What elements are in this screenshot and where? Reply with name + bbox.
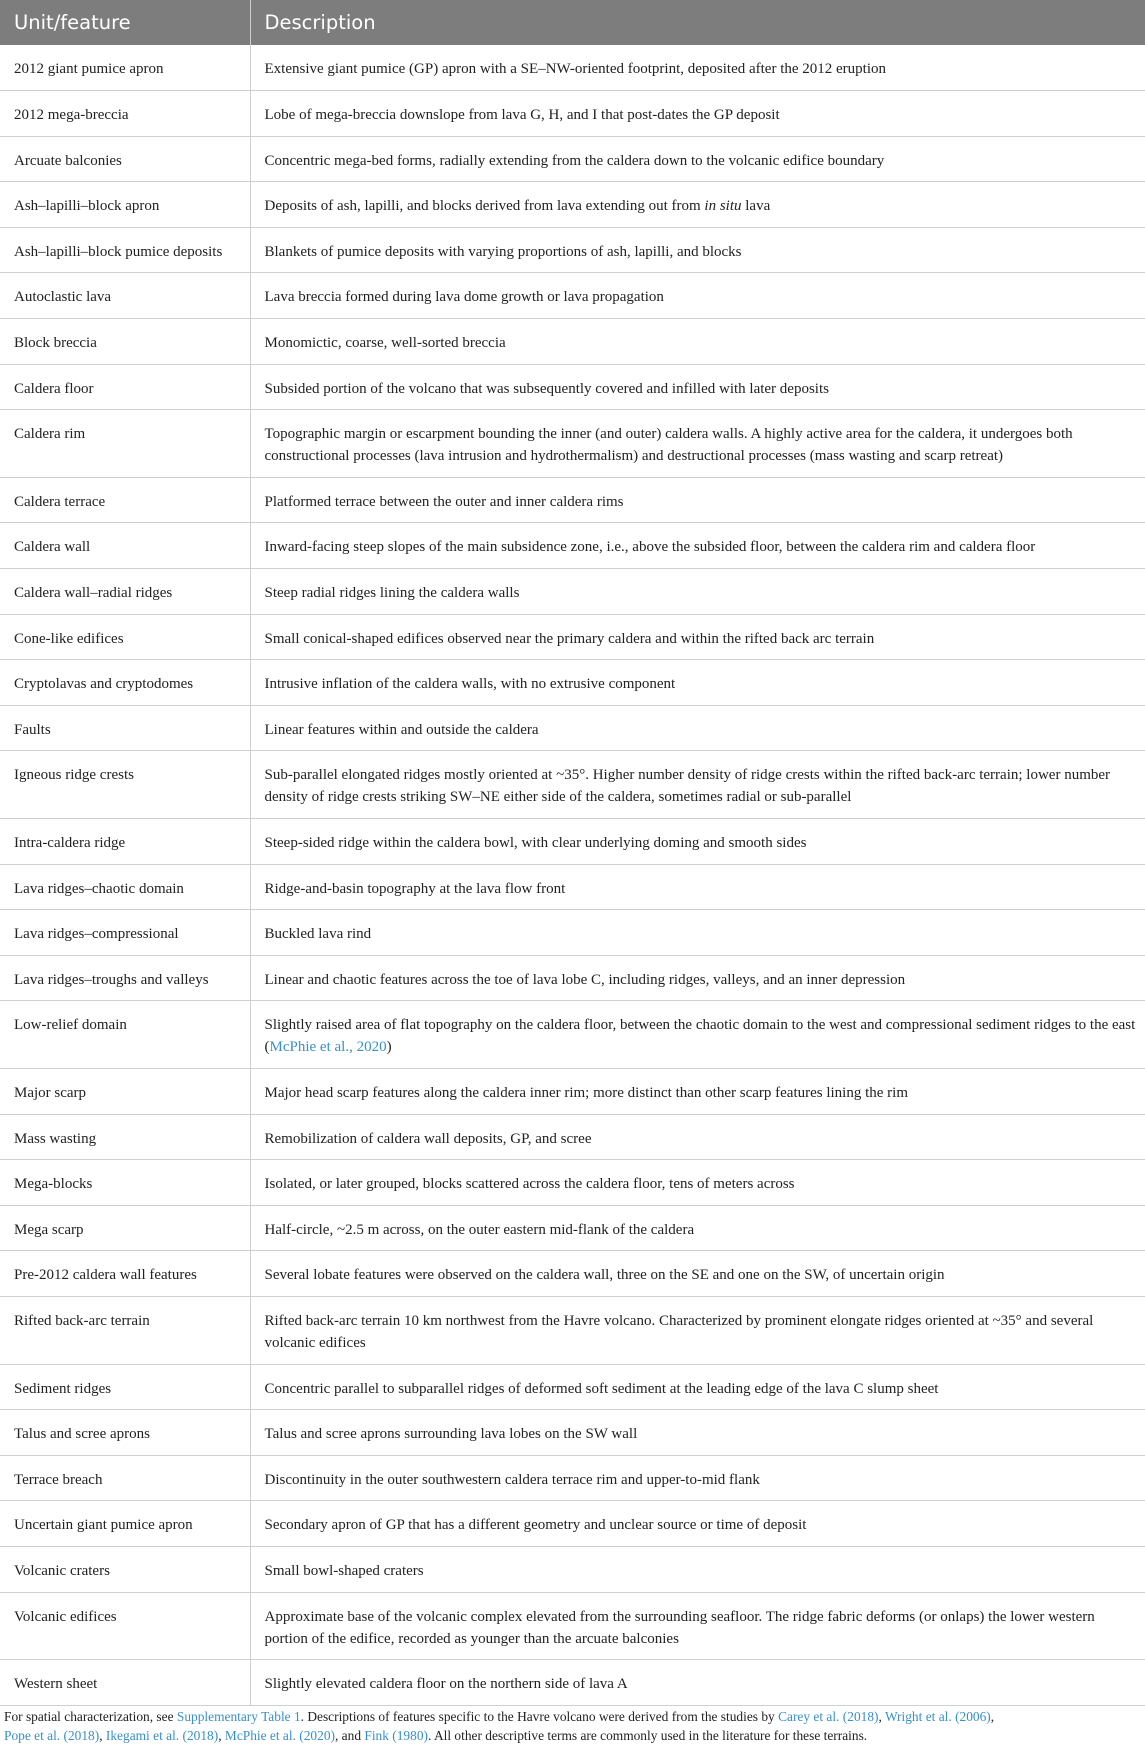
unit-cell: Terrace breach [0, 1455, 250, 1501]
table-row [0, 1296, 1145, 1364]
description-cell: Linear and chaotic features across the toe of lava lobe C, including ridges, valleys, and an inner depression [250, 955, 1145, 1001]
reference-link[interactable]: McPhie et al., 2020 [269, 1039, 387, 1056]
footnote-text: For spatial characterization, see [4, 1709, 177, 1724]
description-cell: Half-circle, ~2.5 m across, on the outer eastern mid-flank of the caldera [250, 1205, 1145, 1251]
description-cell: Topographic margin or escarpment bounding the inner (and outer) caldera walls. A highly active area for the caldera, it undergoes both constructional processes (lava intrusion and hydrothermalism) and destructional processes (mass wasting and scarp retreat) [250, 410, 1145, 478]
description-italic-text: in situ [704, 198, 742, 215]
table-row [0, 45, 1145, 91]
unit-cell: Ash–lapilli–block apron [0, 182, 250, 228]
table-row [0, 660, 1145, 706]
column-header-unit: Unit/feature [0, 0, 250, 45]
description-cell: Talus and scree aprons surrounding lava lobes on the SW wall [250, 1410, 1145, 1456]
table-row [0, 569, 1145, 615]
unit-cell: Ash–lapilli–block pumice deposits [0, 227, 250, 273]
description-cell: Lobe of mega-breccia downslope from lava G, H, and I that post-dates the GP deposit [250, 91, 1145, 137]
table-row [0, 1546, 1145, 1592]
unit-cell: Rifted back-arc terrain [0, 1296, 250, 1364]
unit-cell: Intra-caldera ridge [0, 819, 250, 865]
table-row [0, 410, 1145, 478]
footnote-text: , [99, 1728, 106, 1743]
unit-cell: Cryptolavas and cryptodomes [0, 660, 250, 706]
unit-cell: Western sheet [0, 1660, 250, 1706]
footnote-text: , and [334, 1728, 365, 1743]
table-body [0, 45, 1145, 1705]
unit-cell: Volcanic edifices [0, 1592, 250, 1660]
description-cell: Small bowl-shaped craters [250, 1546, 1145, 1592]
description-cell [250, 1001, 1145, 1069]
unit-cell: Low-relief domain [0, 1001, 250, 1069]
unit-cell: Cone-like edifices [0, 614, 250, 660]
table-row [0, 1592, 1145, 1660]
unit-cell: Igneous ridge crests [0, 751, 250, 819]
footnote-text: . All other descriptive terms are commonly used in the literature for these terrains. [427, 1728, 868, 1743]
table-row [0, 1160, 1145, 1206]
unit-cell: Lava ridges–compressional [0, 910, 250, 956]
table-row [0, 1114, 1145, 1160]
table-row [0, 955, 1145, 1001]
description-cell: Major head scarp features along the caldera inner rim; more distinct than other scarp features lining the rim [250, 1068, 1145, 1114]
table-row [0, 364, 1145, 410]
unit-cell: Block breccia [0, 319, 250, 365]
description-cell: Blankets of pumice deposits with varying proportions of ash, lapilli, and blocks [250, 227, 1145, 273]
unit-cell: 2012 mega-breccia [0, 91, 250, 137]
table-row [0, 751, 1145, 819]
table-row [0, 227, 1145, 273]
table-row [0, 1068, 1145, 1114]
unit-cell: Faults [0, 705, 250, 751]
unit-cell: Lava ridges–chaotic domain [0, 864, 250, 910]
description-cell: Linear features within and outside the caldera [250, 705, 1145, 751]
description-cell [250, 182, 1145, 228]
table-row [0, 136, 1145, 182]
table-footnote [0, 1707, 1140, 1745]
description-text: lava [741, 198, 771, 215]
reference-link[interactable]: Fink (1980) [364, 1728, 428, 1743]
table-row [0, 1001, 1145, 1069]
table-row [0, 91, 1145, 137]
unit-cell: Sediment ridges [0, 1364, 250, 1410]
unit-cell: Caldera floor [0, 364, 250, 410]
unit-cell: Arcuate balconies [0, 136, 250, 182]
description-cell: Small conical-shaped edifices observed near the primary caldera and within the rifted back arc terrain [250, 614, 1145, 660]
description-cell: Steep radial ridges lining the caldera walls [250, 569, 1145, 615]
description-cell: Inward-facing steep slopes of the main subsidence zone, i.e., above the subsided floor, between the caldera rim and caldera floor [250, 523, 1145, 569]
table-row [0, 1410, 1145, 1456]
table-row [0, 182, 1145, 228]
description-cell: Platformed terrace between the outer and inner caldera rims [250, 477, 1145, 523]
description-text: Deposits of ash, lapilli, and blocks derived from lava extending out from [264, 198, 705, 215]
unit-cell: Caldera rim [0, 410, 250, 478]
footnote-text: , [878, 1709, 885, 1724]
description-cell: Discontinuity in the outer southwestern caldera terrace rim and upper-to-mid flank [250, 1455, 1145, 1501]
description-cell: Rifted back-arc terrain 10 km northwest from the Havre volcano. Characterized by prominent elongate ridges oriented at ~35° and several volcanic edifices [250, 1296, 1145, 1364]
footnote-text: , [990, 1709, 995, 1724]
unit-cell: Autoclastic lava [0, 273, 250, 319]
unit-cell: Major scarp [0, 1068, 250, 1114]
description-cell: Remobilization of caldera wall deposits, GP, and scree [250, 1114, 1145, 1160]
table-row [0, 1501, 1145, 1547]
unit-cell: Caldera wall–radial ridges [0, 569, 250, 615]
table-row [0, 1364, 1145, 1410]
footnote-text: . Descriptions of features specific to the Havre volcano were derived from the studies by [300, 1709, 779, 1724]
description-cell: Intrusive inflation of the caldera walls, with no extrusive component [250, 660, 1145, 706]
reference-link[interactable]: Ikegami et al. (2018) [105, 1728, 219, 1743]
table-row [0, 864, 1145, 910]
unit-cell: Volcanic craters [0, 1546, 250, 1592]
table-row [0, 819, 1145, 865]
description-cell: Concentric mega-bed forms, radially extending from the caldera down to the volcanic edifice boundary [250, 136, 1145, 182]
table-row [0, 910, 1145, 956]
description-cell: Isolated, or later grouped, blocks scattered across the caldera floor, tens of meters across [250, 1160, 1145, 1206]
unit-cell: Mega-blocks [0, 1160, 250, 1206]
unit-cell: Lava ridges–troughs and valleys [0, 955, 250, 1001]
description-cell: Secondary apron of GP that has a different geometry and unclear source or time of deposit [250, 1501, 1145, 1547]
table-row [0, 1660, 1145, 1706]
reference-link[interactable]: McPhie et al. (2020) [224, 1728, 335, 1743]
unit-cell: Talus and scree aprons [0, 1410, 250, 1456]
description-cell: Lava breccia formed during lava dome growth or lava propagation [250, 273, 1145, 319]
description-cell: Several lobate features were observed on the caldera wall, three on the SE and one on the SW, of uncertain origin [250, 1251, 1145, 1297]
description-text: Slightly raised area of flat topography on the caldera floor, between the chaotic domain to the west and compressional sediment ridges to the east ( [264, 1017, 1136, 1056]
unit-cell: Uncertain giant pumice apron [0, 1501, 250, 1547]
table-header [0, 0, 1145, 45]
description-cell: Concentric parallel to subparallel ridges of deformed soft sediment at the leading edge of the lava C slump sheet [250, 1364, 1145, 1410]
table-row [0, 1455, 1145, 1501]
description-cell: Steep-sided ridge within the caldera bowl, with clear underlying doming and smooth sides [250, 819, 1145, 865]
description-cell: Ridge-and-basin topography at the lava flow front [250, 864, 1145, 910]
description-cell: Subsided portion of the volcano that was subsequently covered and infilled with later deposits [250, 364, 1145, 410]
description-text: ) [386, 1039, 392, 1056]
unit-cell: Mega scarp [0, 1205, 250, 1251]
table-row [0, 1251, 1145, 1297]
table-row [0, 705, 1145, 751]
supplementary-table-link[interactable]: Supplementary Table 1 [176, 1709, 301, 1724]
unit-cell: Caldera terrace [0, 477, 250, 523]
unit-cell: 2012 giant pumice apron [0, 45, 250, 91]
description-cell: Buckled lava rind [250, 910, 1145, 956]
reference-link[interactable]: Carey et al. (2018) [778, 1709, 879, 1724]
unit-cell: Mass wasting [0, 1114, 250, 1160]
description-cell: Extensive giant pumice (GP) apron with a SE–NW-oriented footprint, deposited after the 2012 eruption [250, 45, 1145, 91]
footnote-text: , [218, 1728, 225, 1743]
description-cell: Approximate base of the volcanic complex elevated from the surrounding seafloor. The ridge fabric deforms (or onlaps) the lower western portion of the edifice, recorded as younger than the arcuate balconies [250, 1592, 1145, 1660]
description-cell: Slightly elevated caldera floor on the northern side of lava A [250, 1660, 1145, 1706]
reference-link[interactable]: Wright et al. (2006) [884, 1709, 991, 1724]
table-row [0, 273, 1145, 319]
unit-cell: Pre-2012 caldera wall features [0, 1251, 250, 1297]
table-row [0, 319, 1145, 365]
table-row [0, 477, 1145, 523]
description-cell: Sub-parallel elongated ridges mostly oriented at ~35°. Higher number density of ridge crests within the rifted back-arc terrain; lower number density of ridge crests striking SW–NE either side of the caldera, sometimes radial or sub-parallel [250, 751, 1145, 819]
description-cell: Monomictic, coarse, well-sorted breccia [250, 319, 1145, 365]
table-row [0, 614, 1145, 660]
table-row [0, 1205, 1145, 1251]
unit-cell: Caldera wall [0, 523, 250, 569]
column-header-description: Description [250, 0, 1145, 45]
reference-link[interactable]: Pope et al. (2018) [4, 1728, 100, 1743]
table-row [0, 523, 1145, 569]
